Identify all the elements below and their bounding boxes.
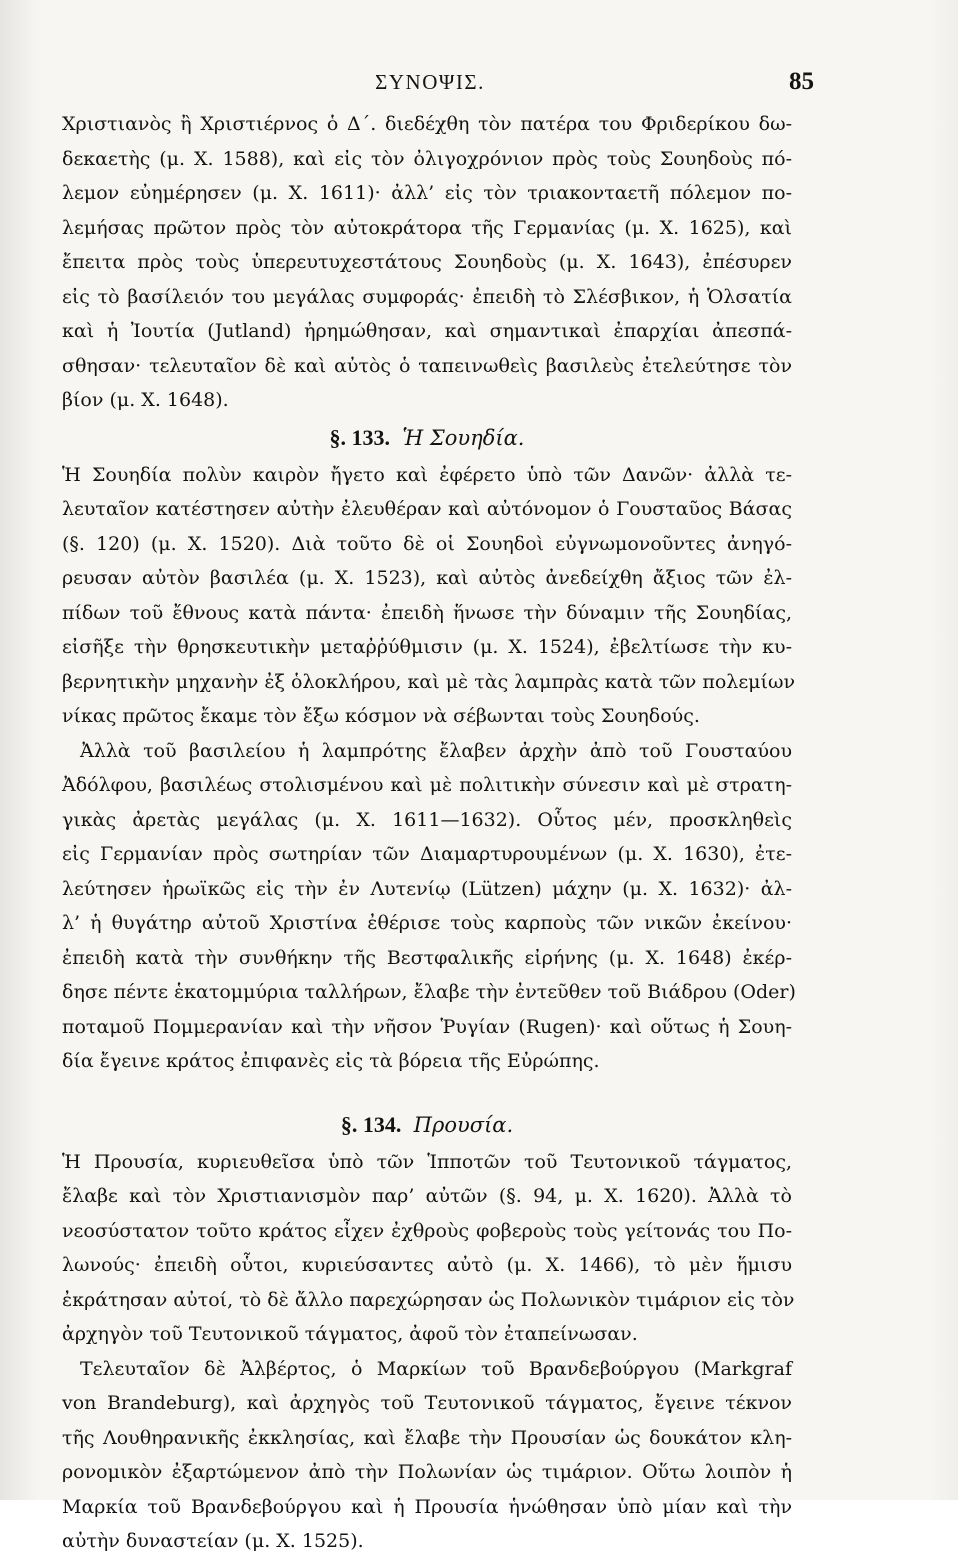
text-line: βίον (μ. Χ. 1648). — [62, 389, 229, 411]
section-title: Προυσία. — [413, 1112, 514, 1137]
paragraph-albert-brandenburg — [62, 1352, 792, 1559]
section-number: §. 133. — [329, 424, 391, 450]
text-line: Ἡ Προυσία, κυριευθεῖσα ὑπὸ τῶν Ἱπποτῶν τοῦ Τευτονικοῦ τάγματος, — [62, 1150, 792, 1173]
text-line: νίκας πρῶτος ἔκαμε τὸν ἔξω κόσμον νὰ σέβωνται τοὺς Σουηδούς. — [62, 705, 700, 727]
text-line: λεμον εὐημέρησεν (μ. Χ. 1611)· ἀλλ’ εἰς τὸν τριακονταετῆ πόλεμον πο- — [62, 182, 792, 204]
text-body — [62, 107, 796, 1559]
text-line: ἔλαβε καὶ τὸν Χριστιανισμὸν παρ’ αὐτῶν (§. 94, μ. Χ. 1620). Ἀλλὰ τὸ — [62, 1185, 792, 1207]
text-line: δησε πέντε ἑκατομμύρια ταλλήρων, ἔλαβε τὴν ἐντεῦθεν τοῦ Βιάδρου (Oder) — [62, 981, 796, 1003]
text-line: λεύτησεν ἡρωϊκῶς εἰς τὴν ἐν Λυτενίῳ (Lützen) μάχην (μ. Χ. 1632)· ἀλ- — [62, 877, 792, 900]
text-line: εἰσῆξε τὴν θρησκευτικὴν μεταῤῥύθμισιν (μ. Χ. 1524), ἐβελτίωσε τὴν κυ- — [62, 636, 792, 658]
text-line: δία ἔγεινε κράτος ἐπιφανὲς εἰς τὰ βόρεια τῆς Εὐρώπης. — [62, 1050, 600, 1072]
text-line: ἐπειδὴ κατὰ τὴν συνθήκην τῆς Βεστφαλικῆς εἰρήνης (μ. Χ. 1648) ἐκέρ- — [62, 946, 792, 969]
text-line: von Brandeburg), καὶ ἀρχηγὸς τοῦ Τευτονικοῦ τάγματος, ἔγεινε τέκνον — [62, 1392, 792, 1414]
text-line: Μαρκία τοῦ Βρανδεβούργου καὶ ἡ Προυσία ἡνώθησαν ὑπὸ μίαν καὶ τὴν — [62, 1495, 792, 1518]
text-line: βερνητικὴν μηχανὴν ἐξ ὁλοκλήρου, καὶ μὲ τὰς λαμπρὰς κατὰ τῶν πολεμίων — [62, 670, 796, 693]
text-line: δεκαετὴς (μ. Χ. 1588), καὶ εἰς τὸν ὀλιγοχρόνιον πρὸς τοὺς Σουηδοὺς πό- — [62, 147, 792, 170]
text-line: εἰς τὸ βασίλειόν του μεγάλας συμφοράς· ἐπειδὴ τὸ Σλέσβικον, ἡ Ὁλσατία — [62, 285, 792, 308]
paragraph-sweden-vasa — [62, 458, 796, 734]
text-line: Τελευταῖον δὲ Ἀλβέρτος, ὁ Μαρκίων τοῦ Βρανδεβούργου (Markgraf — [80, 1357, 792, 1380]
text-line: ρευσαν αὐτὸν βασιλέα (μ. Χ. 1523), καὶ αὐτὸς ἀνεδείχθη ἄξιος τῶν ἐλ- — [62, 567, 792, 589]
text-line: εἰς Γερμανίαν πρὸς σωτηρίαν τῶν Διαμαρτυρουμένων (μ. Χ. 1630), ἐτε- — [62, 843, 792, 865]
section-heading-133 — [62, 418, 792, 458]
text-line: ρονομικὸν ἐξαρτώμενον ἀπὸ τὴν Πολωνίαν ὡς τιμάριον. Οὕτω λοιπὸν ἡ — [62, 1461, 792, 1483]
text-line: καὶ ἡ Ἰουτία (Jutland) ἠρημώθησαν, καὶ σημαντικαὶ ἐπαρχίαι ἀπεσπά- — [62, 320, 792, 342]
text-line: αὐτὴν δυναστείαν (μ. Χ. 1525). — [62, 1530, 364, 1552]
section-title: Ἡ Σουηδία. — [402, 425, 525, 450]
text-line: λωνούς· ἐπειδὴ οὗτοι, κυριεύσαντες αὐτὸ (μ. Χ. 1466), τὸ μὲν ἥμισυ — [62, 1254, 792, 1276]
paragraph-christian-iv — [62, 107, 792, 418]
text-line: λευταῖον κατέστησεν αὐτὴν ἐλευθέραν καὶ αὐτόνομον ὁ Γουσταῦος Βάσας — [62, 498, 792, 520]
running-head: ΣΥΝΟΨΙΣ. — [375, 70, 485, 94]
text-line: γικὰς ἀρετὰς μεγάλας (μ. Χ. 1611—1632). Οὗτος μέν, προσκληθεὶς — [62, 808, 792, 831]
text-line: λεμήσας πρῶτον πρὸς τὸν αὐτοκράτορα τῆς Γερμανίας (μ. Χ. 1625), καὶ — [62, 216, 792, 239]
text-line: πίδων τοῦ ἔθνους κατὰ πάντα· ἐπειδὴ ἥνωσε τὴν δύναμιν τῆς Σουηδίας, — [62, 601, 792, 624]
text-line: Ἀλλὰ τοῦ βασιλείου ἡ λαμπρότης ἔλαβεν ἀρχὴν ἀπὸ τοῦ Γουσταύου — [80, 739, 792, 762]
text-line: νεοσύστατον τοῦτο κράτος εἶχεν ἐχθροὺς φοβεροὺς τοὺς γείτονάς του Πο- — [62, 1219, 792, 1242]
text-line: τῆς Λουθηρανικῆς ἐκκλησίας, καὶ ἔλαβε τὴν Προυσίαν ὡς δουκάτον κλη- — [62, 1426, 792, 1449]
text-line: ἐκράτησαν αὐτοί, τὸ δὲ ἄλλο παρεχώρησαν ὡς Πολωνικὸν τιμάριον εἰς τὸν — [62, 1288, 795, 1311]
text-line: ἀρχηγὸν τοῦ Τευτονικοῦ τάγματος, ἀφοῦ τὸν ἐταπείνωσαν. — [62, 1323, 638, 1345]
page-number: 85 — [789, 68, 814, 95]
text-line: σθησαν· τελευταῖον δὲ καὶ αὐτὸς ὁ ταπεινωθεὶς βασιλεὺς ἐτελεύτησε τὸν — [62, 354, 792, 377]
text-line: Χριστιανὸς ἢ Χριστιέρνος ὁ Δ΄. διεδέχθη τὸν πατέρα του Φριδερίκου δω- — [62, 113, 792, 135]
text-line: (§. 120) (μ. Χ. 1520). Διὰ τοῦτο δὲ οἱ Σουηδοὶ εὐγνωμονοῦντες ἀνηγό- — [62, 532, 792, 555]
text-line: ποταμοῦ Πομμερανίαν καὶ τὴν νῆσον Ῥυγίαν (Rugen)· καὶ οὕτως ἡ Σουη- — [62, 1015, 792, 1038]
text-line: Ἀδόλφου, βασιλέως στολισμένου καὶ μὲ πολιτικὴν σύνεσιν καὶ μὲ στρατη- — [62, 774, 792, 796]
text-line: Ἡ Σουηδία πολὺν καιρὸν ἤγετο καὶ ἐφέρετο ὑπὸ τῶν Δανῶν· ἀλλὰ τε- — [62, 463, 792, 486]
section-spacer — [62, 1079, 792, 1105]
page-header — [60, 68, 814, 100]
paragraph-gustavus-adolphus — [62, 734, 796, 1079]
text-line: λ’ ἡ θυγάτηρ αὐτοῦ Χριστίνα ἐθέρισε τοὺς καρποὺς τῶν νικῶν ἐκείνου· — [62, 912, 792, 934]
text-line: ἔπειτα πρὸς τοὺς ὑπερευτυχεστάτους Σουηδοὺς (μ. Χ. 1643), ἐπέσυρεν — [62, 251, 792, 273]
paragraph-prussia — [62, 1145, 795, 1352]
section-heading-134 — [62, 1105, 792, 1145]
section-number: §. 134. — [340, 1111, 402, 1137]
